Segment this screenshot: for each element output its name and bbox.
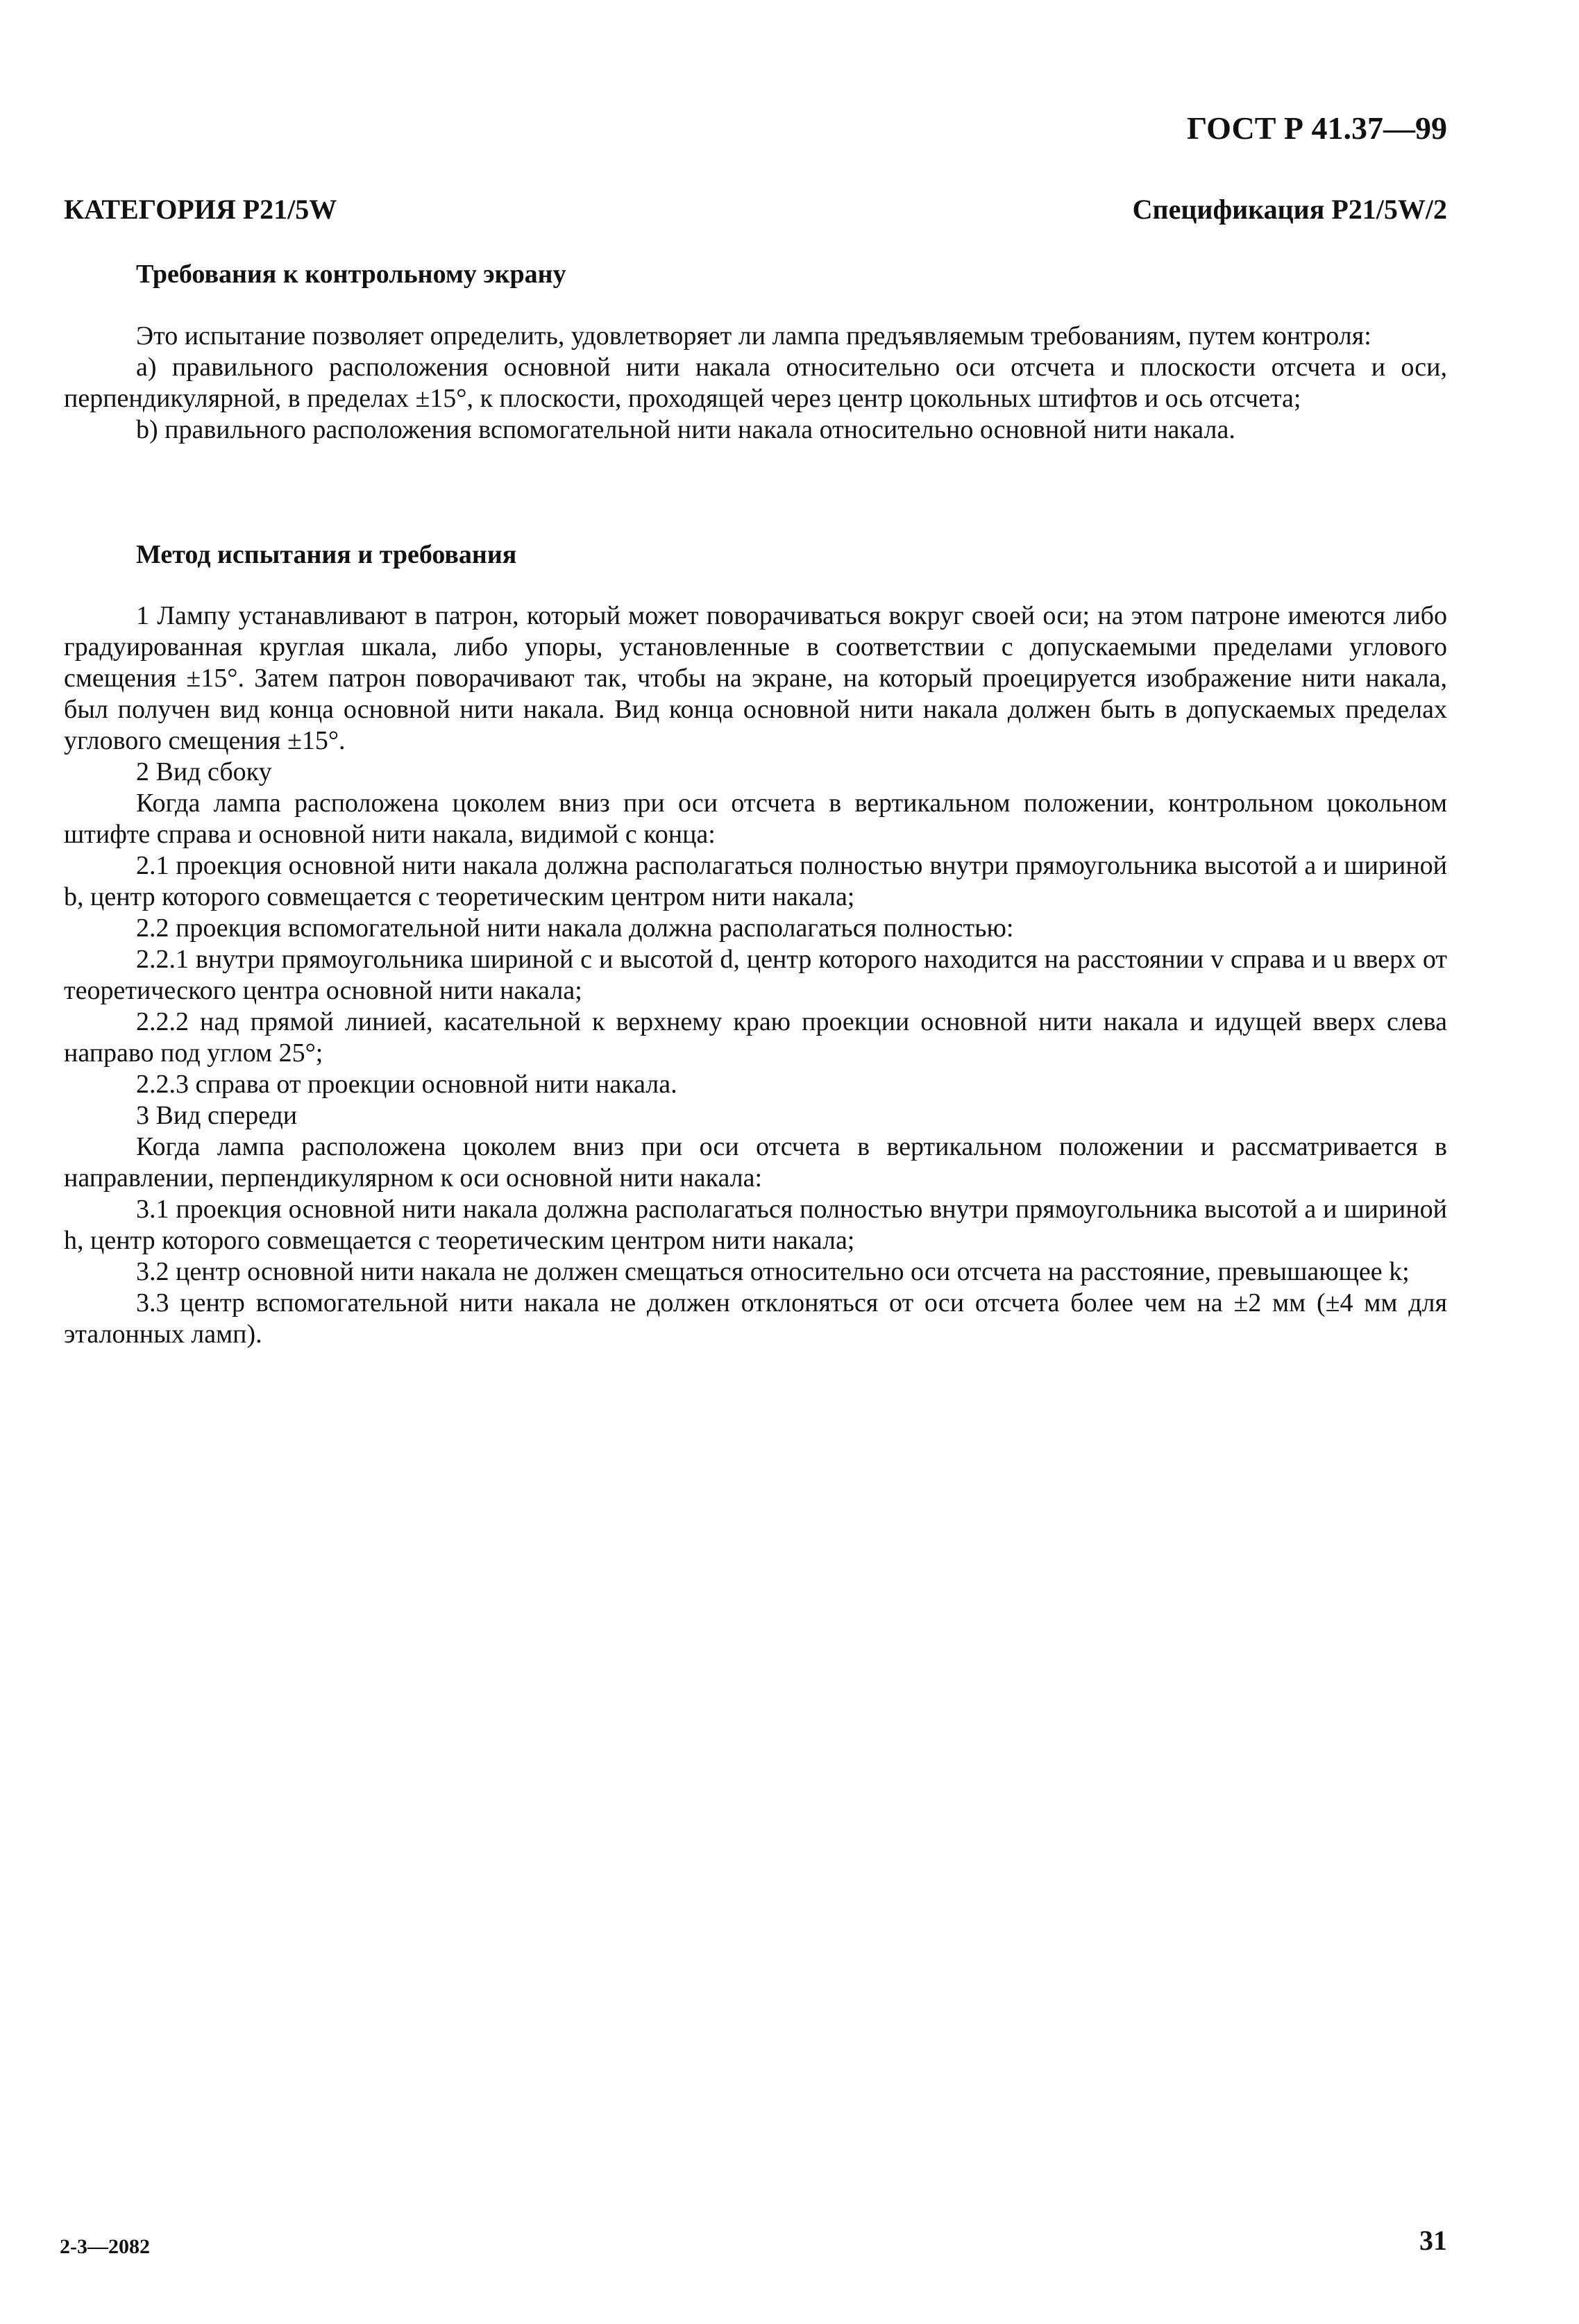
paragraph: 1 Лампу устанавливают в патрон, который может поворачиваться вокруг своей оси; на этом патроне имеются либо градуированная круглая шкала, либо упоры, установленные в соответствии с допускаемыми пределами углового смещения ±15°. Затем патрон поворачивают так, чтобы на экране, на который проецируется изображение нити накала, был получен вид конца основной нити накала. Вид конца основной нити накала должен быть в допускаемых пределах углового смещения ±15°.	[64, 601, 1447, 755]
paragraph: a) правильного расположения основной нити накала относительно оси отсчета и плоскости отсчета и оси, перпендикулярной, в пределах ±15°, к плоскости, проходящей через центр цокольных штифтов и ось отсчета;	[64, 353, 1447, 413]
category-label: КАТЕГОРИЯ P21/5W	[64, 194, 337, 225]
paragraph: 3.3 центр вспомогательной нити накала не должен отклоняться от оси отсчета более чем на ±2 мм (±4 мм для эталонных ламп).	[64, 1288, 1447, 1349]
paragraph: Когда лампа расположена цоколем вниз при оси отсчета в вертикальном положении, контрольном цокольном штифте справа и основной нити накала, видимой с конца:	[64, 789, 1447, 849]
paragraph: 2.1 проекция основной нити накала должна располагаться полностью внутри прямоугольника высотой a и шириной b, центр которого совмещается с теоретическим центром нити накала;	[64, 851, 1447, 911]
section-body-test-method	[64, 600, 1447, 1350]
document-code: ГОСТ Р 41.37—99	[1187, 110, 1447, 146]
page-number: 31	[1419, 2225, 1447, 2256]
paragraph: 3.1 проекция основной нити накала должна располагаться полностью внутри прямоугольника высотой a и шириной h, центр которого совмещается с теоретическим центром нити накала;	[64, 1195, 1447, 1255]
section-body-screen-requirements	[64, 321, 1447, 446]
section-heading-screen-requirements: Требования к контрольному экрану	[136, 260, 566, 289]
paragraph: 2.2.2 над прямой линией, касательной к верхнему краю проекции основной нити накала и идущей вверх слева направо под углом 25°;	[64, 1007, 1447, 1068]
paragraph: 3.2 центр основной нити накала не должен смещаться относительно оси отсчета на расстояние, превышающее k;	[136, 1257, 1410, 1286]
paragraph: 2.2.1 внутри прямоугольника шириной c и высотой d, центр которого находится на расстоянии v справа и u вверх от теоретического центра основной нити накала;	[64, 945, 1447, 1005]
section-heading-test-method: Метод испытания и требования	[136, 540, 517, 569]
specification-label: Спецификация P21/5W/2	[1132, 194, 1447, 225]
document-number: 2-3—2082	[60, 2235, 150, 2258]
paragraph: 2.2 проекция вспомогательной нити накала должна располагаться полностью:	[136, 913, 1014, 943]
paragraph: 2 Вид сбоку	[136, 757, 272, 786]
paragraph: Это испытание позволяет определить, удовлетворяет ли лампа предъявляемым требованиям, путем контроля:	[136, 321, 1371, 351]
paragraph: b) правильного расположения вспомогательной нити накала относительно основной нити накала.	[136, 415, 1235, 444]
paragraph: Когда лампа расположена цоколем вниз при оси отсчета в вертикальном положении и рассматривается в направлении, перпендикулярном к оси основной нити накала:	[64, 1132, 1447, 1193]
paragraph: 2.2.3 справа от проекции основной нити накала.	[136, 1070, 677, 1099]
paragraph: 3 Вид спереди	[136, 1101, 298, 1130]
